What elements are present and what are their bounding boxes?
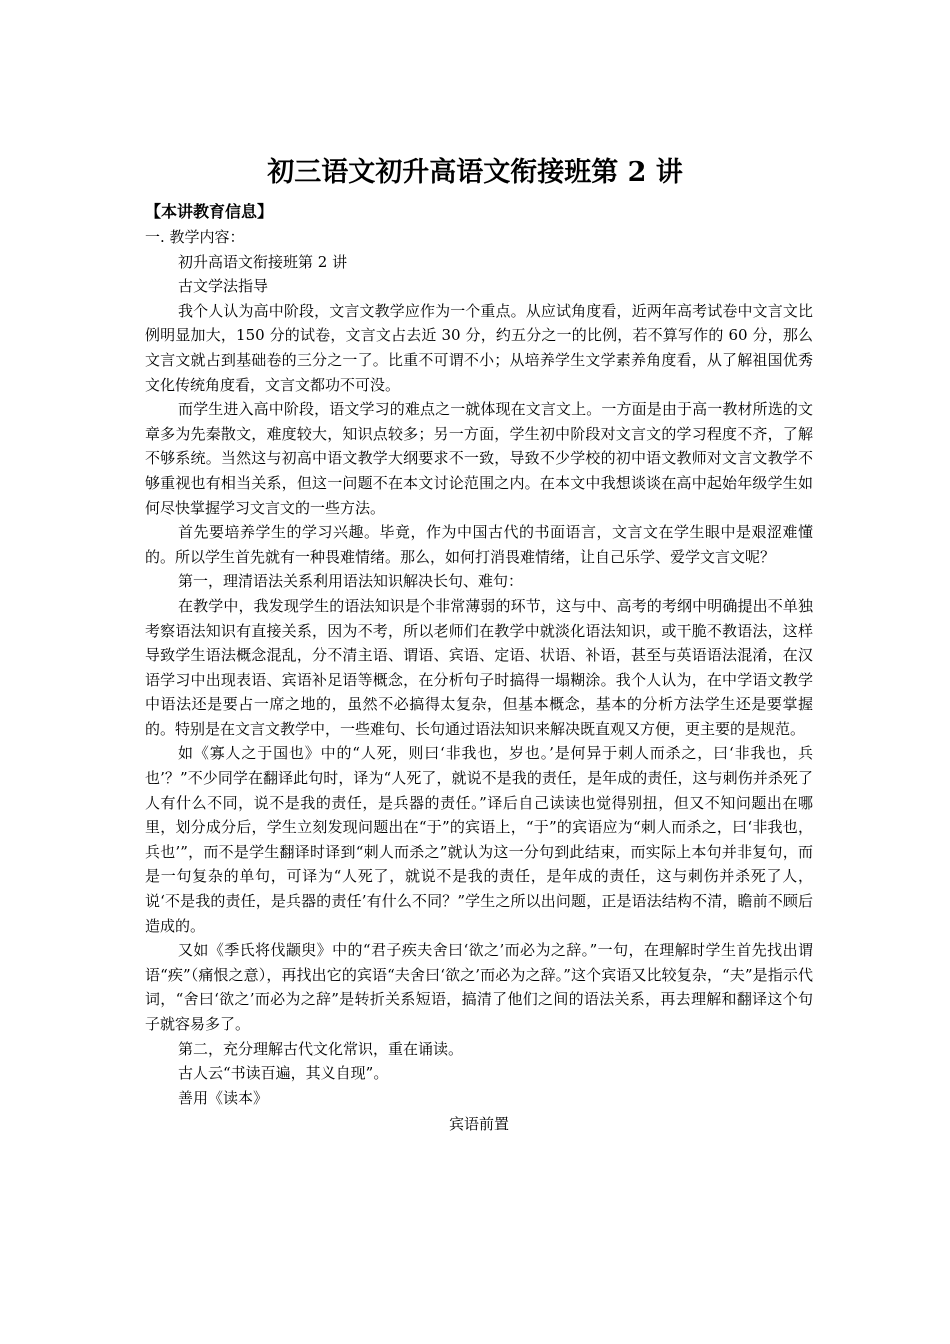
paragraph: 如《寡人之于国也》中的“人死，则曰‘非我也，岁也。’是何异于刺人而杀之，曰‘非我也，兵也’？”不少同学在翻译此句时，译为“人死了，就说不是我的责任，是年成的责任，这与刺伤并杀死了人有什么不同，说不是我的责任，是兵器的责任。”译后自己读读也觉得别扭，但又不知问题出在哪里，划分成分后，学生立刻发现问题出在“于”的宾语上，“于”的宾语应为“刺人而杀之，曰‘非我也，兵也’”，而不是学生翻译时译到“刺人而杀之”就认为这一分句到此结束，而实际上本句并非复句，而是一句复杂的单句，可译为“人死了，就说不是我的责任，是年成的责任，这与刺伤并杀死了人，说‘不是我的责任，是兵器的责任’有什么不同？”学生之所以出问题，正是语法结构不清，瞻前不顾后造成的。 <box>145 744 813 935</box>
paragraph: 又如《季氏将伐颛臾》中的“君子疾夫舍曰‘欲之’而必为之辞。”一句，在理解时学生首先找出谓语“疾”（痛恨之意），再找出它的宾语“夫舍曰‘欲之’而必为之辞。”这个宾语又比较复杂，“夫”是指示代词，“舍曰‘欲之’而必为之辞”是转折关系短语，搞清了他们之间的语法关系，再去理解和翻译这个句子就容易多了。 <box>145 941 813 1033</box>
paragraph: 在教学中，我发现学生的语法知识是个非常薄弱的环节，这与中、高考的考纲中明确提出不单独考察语法知识有直接关系，因为不考，所以老师们在教学中就淡化语法知识，或干脆不教语法，这样导致学生语法概念混乱，分不清主语、谓语、宾语、定语、状语、补语，甚至与英语语法混淆，在汉语学习中出现表语、宾语补足语等概念，在分析句子时搞得一塌糊涂。我个人认为，在中学语文教学中语法还是要占一席之地的，虽然不必搞得太复杂，但基本概念，基本的分析方法学生还是要掌握的。特别是在文言文教学中，一些难句、长句通过语法知识来解决既直观又方便，更主要的是规范。 <box>145 596 813 738</box>
info-header: 【本讲教育信息】 <box>145 202 274 221</box>
paragraph: 首先要培养学生的学习兴趣。毕竟，作为中国古代的书面语言，文言文在学生眼中是艰涩难懂的。所以学生首先就有一种畏难情绪。那么，如何打消畏难情绪，让自己乐学、爱学文言文呢？ <box>145 523 813 566</box>
document-body <box>145 199 813 1137</box>
topic-line: 古文学法指导 <box>178 277 269 296</box>
point-one-heading: 第一，理清语法关系利用语法知识解决长句、难句： <box>178 572 524 591</box>
subheading-object-preposing: 宾语前置 <box>448 1115 509 1134</box>
quote-line: 古人云“书读百遍，其义自现”。 <box>178 1064 389 1083</box>
point-two-heading: 第二，充分理解古代文化常识，重在诵读。 <box>178 1039 464 1058</box>
course-name: 初升高语文衔接班第 2 讲 <box>178 252 348 271</box>
reading-note: 善用《读本》 <box>178 1088 269 1107</box>
paragraph: 我个人认为高中阶段，文言文教学应作为一个重点。从应试角度看，近两年高考试卷中文言文比例明显加大，150 分的试卷，文言文占去近 30 分，约五分之一的比例，若不算写作的 60 分，那么文言文就占到基础卷的三分之一了。比重不可谓不小；从培养学生文学素养角度看，从了解祖国优秀文化传统角度看，文言文都功不可没。 <box>145 301 813 394</box>
teaching-content-label: 一. 教学内容： <box>145 228 245 246</box>
paragraph: 而学生进入高中阶段，语文学习的难点之一就体现在文言文上。一方面是由于高一教材所选的文章多为先秦散文，难度较大，知识点较多；另一方面，学生初中阶段对文言文的学习程度不齐，了解不够系统。当然这与初高中语文教学大纲要求不一致，导致不少学校的初中语文教师对文言文教学不够重视也有相当关系，但这一问题不在本文讨论范围之内。在本文中我想谈谈在高中起始年级学生如何尽快掌握学习文言文的一些方法。 <box>145 400 813 517</box>
document-title: 初三语文初升高语文衔接班第 2 讲 <box>267 157 683 188</box>
